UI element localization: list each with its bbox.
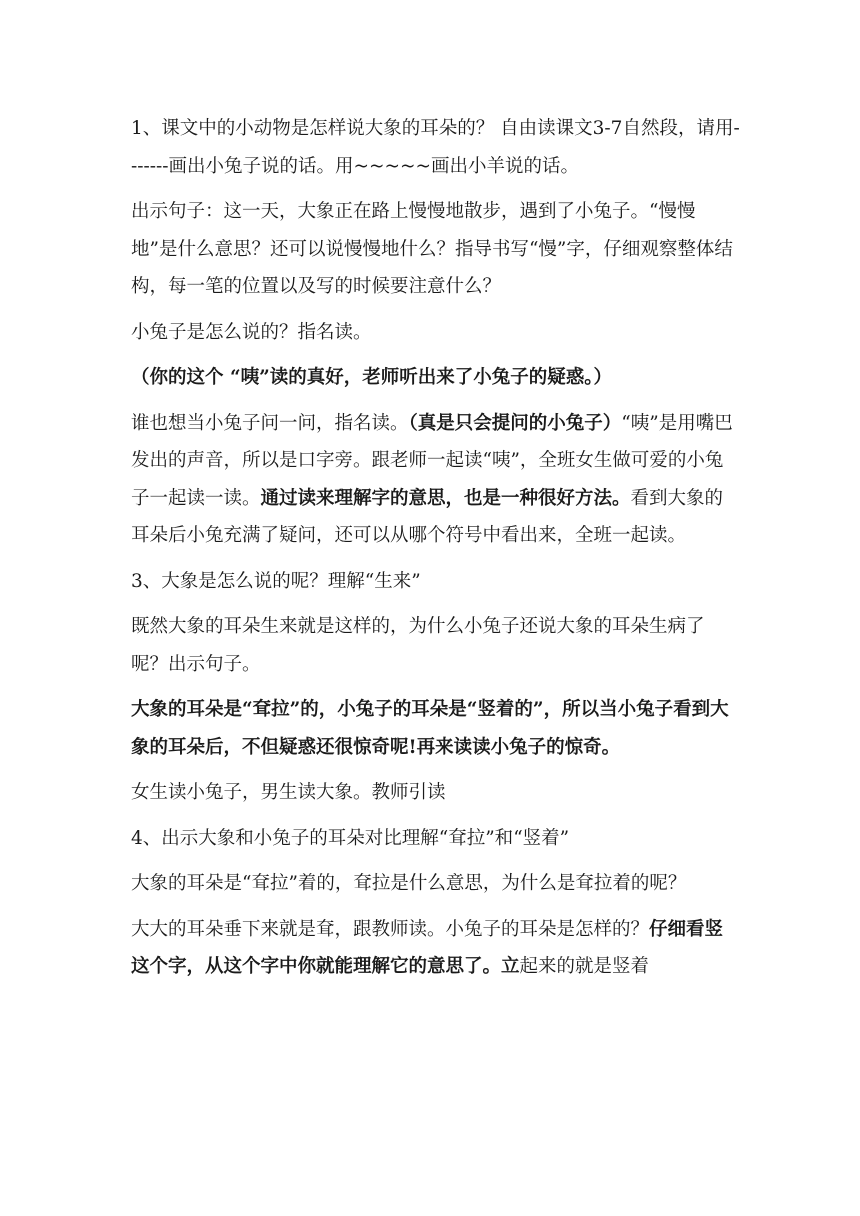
paragraph-5-text-1: 谁也想当小兔子问一问，指名读。 bbox=[131, 412, 409, 434]
paragraph-5-bold-1: （真是只会提问的小兔子） bbox=[408, 412, 622, 434]
paragraph-8: 大象的耳朵是“耷拉”的，小兔子的耳朵是“竖着的”，所以当小兔子看到大象的耳朵后，不但疑惑还很惊奇呢!再来读读小兔子的惊奇。 bbox=[131, 699, 729, 758]
paragraph-4: （你的这个 “咦”读的真好，老师听出来了小兔子的疑惑。） bbox=[131, 367, 612, 388]
paragraph-1: 1、课文中的小动物是怎样说大象的耳朵的？ 自由读课文3-7自然段，请用-------画出小兔子说的话。用~~~~~画出小羊说的话。 bbox=[131, 118, 740, 177]
paragraph-9: 女生读小兔子，男生读大象。教师引读 bbox=[131, 782, 446, 803]
paragraph-7: 既然大象的耳朵生来就是这样的，为什么小兔子还说大象的耳朵生病了呢？出示句子。 bbox=[131, 616, 705, 675]
paragraph-2: 出示句子：这一天，大象正在路上慢慢地散步，遇到了小兔子。“慢慢地”是什么意思？还可以说慢慢地什么？指导书写“慢”字，仔细观察整体结构，每一笔的位置以及写的时候要注意什么？ bbox=[131, 201, 733, 297]
paragraph-12-text-2: 起来的就是竖着 bbox=[519, 956, 650, 977]
document-body bbox=[131, 110, 741, 986]
paragraph-3: 小兔子是怎么说的？指名读。 bbox=[131, 321, 372, 343]
paragraph-12-bold-1: 仔细看竖这个字，从这个字中你就能理解它的意思了。立 bbox=[131, 918, 724, 977]
paragraph-12-text-1: 大大的耳朵垂下来就是耷，跟教师读。小兔子的耳朵是怎样的？ bbox=[131, 918, 650, 940]
paragraph-5-text-2: “咦”是用嘴巴发出的声音，所以是口字旁。跟老师一起读“咦”，全班女生做可爱的小兔子一起读一读。 bbox=[131, 412, 733, 509]
paragraph-5-text-3: 看到大象的耳朵后小兔充满了疑问，还可以从哪个符号中看出来，全班一起读。 bbox=[131, 487, 724, 546]
paragraph-6: 3、大象是怎么说的呢？理解“生来” bbox=[131, 570, 421, 592]
paragraph-12 bbox=[131, 911, 741, 986]
paragraph-10: 4、出示大象和小兔子的耳朵对比理解“耷拉”和“竖着” bbox=[131, 827, 570, 849]
paragraph-5-bold-2: 通过读来理解字的意思，也是一种很好方法。 bbox=[260, 487, 631, 509]
paragraph-11: 大象的耳朵是“耷拉”着的，耷拉是什么意思，为什么是耷拉着的呢？ bbox=[131, 873, 687, 894]
paragraph-5 bbox=[131, 405, 741, 555]
